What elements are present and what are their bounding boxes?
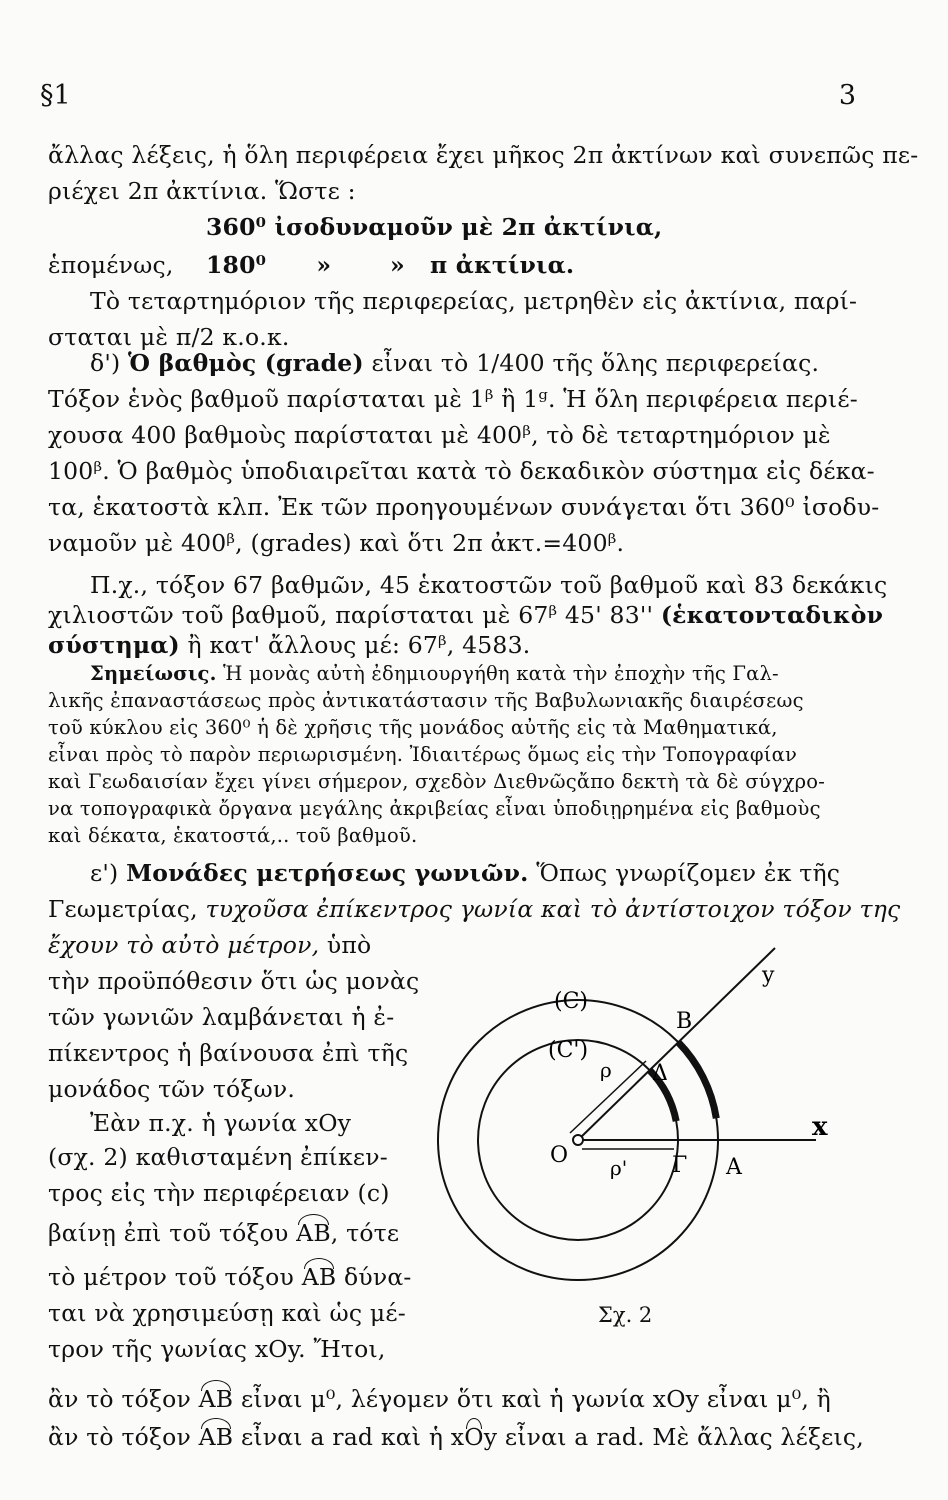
center-o: [573, 1135, 583, 1145]
text-line: μονάδος τῶν τόξων.: [48, 1075, 296, 1103]
text-span: Ὅπως γνωρίζομεν ἐκ τῆς: [528, 859, 841, 887]
text-line: τῶν γωνιῶν λαμβάνεται ἡ ἐ-: [48, 1003, 395, 1031]
text-span: εἶναι a rad καὶ ἡ x: [233, 1423, 465, 1451]
note-line: καὶ Γεωδαισίαν ἔχει γίνει σήμερον, σχεδὸν Διεθνῶςἄπο δεκτὴ τὰ δὲ σύγχρο-: [48, 770, 826, 793]
text-line: τρος εἰς τὴν περιφέρειαν (c): [48, 1179, 390, 1207]
label-delta: Δ: [652, 1061, 668, 1086]
angle-hat: O: [464, 1423, 484, 1451]
note-line: εἶναι πρὸς τὸ παρὸν περιωρισμένη. Ἰδιαιτέρως ὅμως εἰς τὴν Τοπογραφίαν: [48, 743, 798, 766]
arc-a-b: [678, 1042, 716, 1118]
text-span: ἢ κατ' ἄλλους μέ: 67ᵝ, 4583.: [179, 631, 531, 659]
label-o: O: [550, 1143, 569, 1168]
text-line: ἄλλας λέξεις, ἡ ὅλη περιφέρεια ἔχει μῆκος 2π ἀκτίνων καὶ συνεπῶς πε-: [48, 141, 919, 169]
text-line: [48, 1218, 408, 1248]
figure-caption: Σχ. 2: [598, 1303, 653, 1327]
label-c-prime: (C'): [548, 1038, 589, 1063]
text-line: 360⁰ ἰσοδυναμοῦν μὲ 2π ἀκτίνια,: [206, 213, 663, 241]
note-title: Σημείωσις.: [90, 662, 217, 685]
item-label: ε'): [90, 859, 127, 887]
text-span: τὸ μέτρον τοῦ τόξου: [48, 1263, 302, 1291]
text-line: (σχ. 2) καθισταμένη ἐπίκεν-: [48, 1143, 388, 1171]
text-span: εἶναι τὸ 1/400 τῆς ὅλης περιφερείας.: [363, 349, 820, 377]
label-b: B: [676, 1009, 693, 1034]
label-rho: ρ: [600, 1058, 612, 1082]
text-line: [48, 930, 408, 960]
text-line: 180⁰ » » π ἀκτίνια.: [206, 251, 575, 279]
label-c: (C): [554, 989, 588, 1014]
text-line: [90, 858, 874, 888]
text-span-italic: ἔχουν τὸ αὐτὸ μέτρον,: [48, 931, 320, 959]
text-span: δύνα-: [336, 1263, 412, 1291]
note-line: [90, 661, 874, 687]
arc-ab: AB: [296, 1219, 331, 1247]
text-line: [48, 630, 874, 660]
text-span: Ἡ μονὰς αὐτὴ ἐδημιουργήθη κατὰ τὴν ἐποχὴν τῆς Γαλ-: [216, 662, 779, 685]
text-line: ται νὰ χρησιμεύσῃ καὶ ὡς μέ-: [48, 1299, 406, 1327]
arc-ab: AB: [198, 1385, 234, 1413]
label-y: y: [762, 963, 775, 988]
label-gamma: Γ: [672, 1153, 688, 1178]
text-span: ἂν τὸ τόξον: [48, 1385, 199, 1413]
note-line: καὶ δέκατα, ἑκατοστά,.. τοῦ βαθμοῦ.: [48, 824, 418, 847]
text-span: Γεωμετρίας,: [48, 895, 206, 923]
heading-units: Μονάδες μετρήσεως γωνιῶν.: [126, 859, 529, 887]
text-line: [90, 348, 874, 378]
label-rho-prime: ρ': [610, 1156, 628, 1180]
note-line: λικῆς ἐπαναστάσεως πρὸς ἀντικατάστασιν τῆς Βαβυλωνιακῆς διαιρέσεως: [48, 689, 804, 712]
heading-grade: Ὁ βαθμὸς (grade): [128, 349, 364, 377]
item-label: δ'): [90, 349, 129, 377]
text-span: y εἶναι a rad. Μὲ ἄλλας λέξεις,: [483, 1423, 864, 1451]
text-span: ἂν τὸ τόξον: [48, 1423, 199, 1451]
text-line: τα, ἑκατοστὰ κλπ. Ἐκ τῶν προηγουμένων συνάγεται ὅτι 360⁰ ἰσοδυ-: [48, 493, 880, 521]
arc-ab: AB: [301, 1263, 337, 1291]
text-span: εἶναι μ⁰, λέγομεν ὅτι καὶ ἡ γωνία xOy εἶναι μ⁰, ἢ: [233, 1385, 831, 1413]
text-line: Ἐὰν π.χ. ἡ γωνία xOy: [90, 1109, 352, 1137]
text-line: Π.χ., τόξον 67 βαθμῶν, 45 ἑκατοστῶν τοῦ βαθμοῦ καὶ 83 δεκάκις: [90, 571, 888, 599]
page-number: 3: [838, 80, 856, 111]
section-number: §1: [40, 80, 71, 111]
text-line: πίκεντρος ἡ βαίνουσα ἐπὶ τῆς: [48, 1039, 409, 1067]
text-line: 100ᵝ. Ὁ βαθμὸς ὑποδιαιρεῖται κατὰ τὸ δεκαδικὸν σύστημα εἰς δέκα-: [48, 457, 875, 485]
text-line: σταται μὲ π/2 κ.ο.κ.: [48, 323, 290, 351]
arc-ab: AB: [198, 1423, 234, 1451]
text-span: βαίνῃ ἐπὶ τοῦ τόξου: [48, 1219, 297, 1247]
text-line: ναμοῦν μὲ 400ᵝ, (grades) καὶ ὅτι 2π ἀκτ.=400ᵝ.: [48, 529, 625, 557]
text-span-bold: σύστημα): [48, 631, 180, 659]
text-line: ριέχει 2π ἀκτίνια. Ὥστε :: [48, 177, 356, 205]
text-line: τρον τῆς γωνίας xOy. Ἤτοι,: [48, 1335, 386, 1363]
note-line: τοῦ κύκλου εἰς 360⁰ ἡ δὲ χρῆσις τῆς μονάδος αὐτῆς εἰς τὰ Μαθηματικά,: [48, 716, 778, 739]
note-line: να τοπογραφικὰ ὄργανα μεγάλης ἀκριβείας εἶναι ὑποδιῃρημένα εἰς βαθμοὺς: [48, 797, 821, 820]
figure-2: [420, 905, 860, 1295]
text-line: [48, 1384, 874, 1414]
text-line: τὴν προϋπόθεσιν ὅτι ὡς μονὰς: [48, 967, 420, 995]
text-span: , τότε: [330, 1219, 400, 1247]
text-line: χουσα 400 βαθμοὺς παρίσταται μὲ 400ᵝ, τὸ δὲ τεταρτημόριον μὲ: [48, 421, 831, 449]
text-line: [48, 600, 884, 630]
text-span-bold: (ἑκατονταδικὸν: [660, 601, 884, 629]
text-span: ὑπὸ: [319, 931, 372, 959]
text-line: Τὸ τεταρτημόριον τῆς περιφερείας, μετρηθὲν εἰς ἀκτίνια, παρί-: [90, 287, 858, 315]
label-x: x: [812, 1112, 828, 1142]
text-line: ἑπομένως,: [48, 251, 174, 279]
text-line: [48, 1422, 874, 1452]
label-a: A: [726, 1155, 742, 1180]
text-span-italic: τυχοῦσα ἐπίκεντρος γωνία καὶ τὸ ἀντίστοιχον τόξον της: [205, 895, 901, 923]
text-line: Τόξον ἑνὸς βαθμοῦ παρίσταται μὲ 1ᵝ ἢ 1ᵍ. Ἡ ὅλη περιφέρεια περιέ-: [48, 385, 858, 413]
text-line: [48, 1262, 412, 1292]
text-span: χιλιοστῶν τοῦ βαθμοῦ, παρίσταται μὲ 67ᵝ 45' 83'': [48, 601, 661, 629]
